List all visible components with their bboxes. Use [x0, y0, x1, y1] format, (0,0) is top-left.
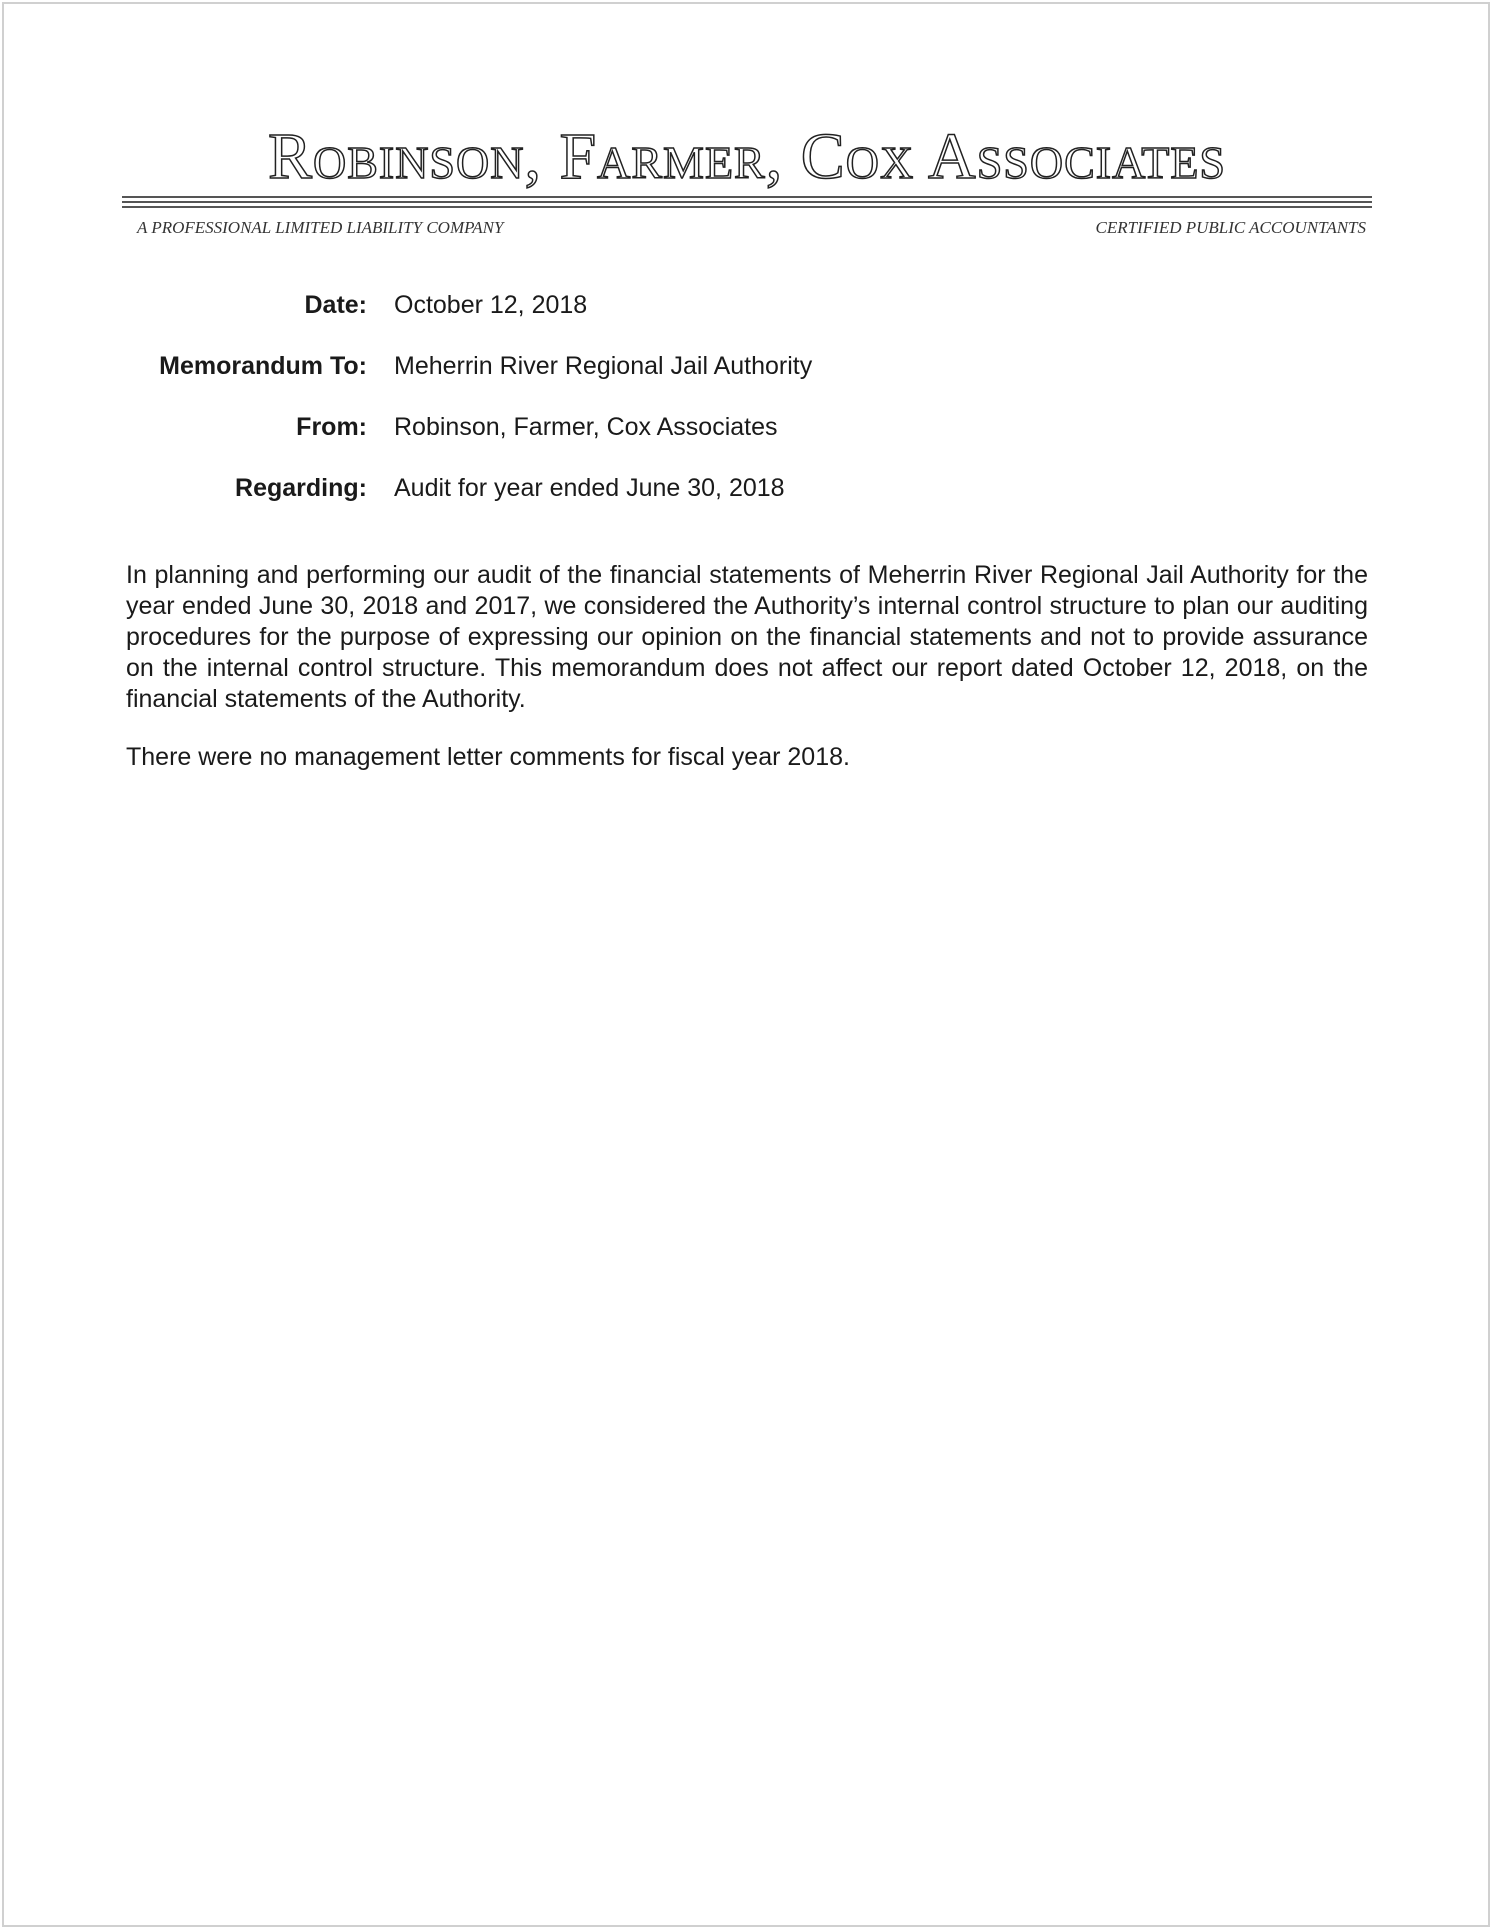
memo-regarding-label: Regarding:: [235, 474, 367, 502]
memo-to-label: Memorandum To:: [159, 352, 367, 380]
body-paragraph-2: There were no management letter comments for fiscal year 2018.: [126, 743, 850, 771]
memo-date-label: Date:: [304, 291, 367, 319]
memo-date-row: [0, 291, 1494, 327]
letterhead-rule-bottom: [122, 206, 1372, 208]
memo-from-value: Robinson, Farmer, Cox Associates: [394, 413, 778, 441]
tagline-profession: CERTIFIED PUBLIC ACCOUNTANTS: [1095, 218, 1366, 237]
memo-date-value: October 12, 2018: [394, 291, 588, 319]
memo-from-label: From:: [296, 413, 367, 441]
body-paragraph-1: In planning and performing our audit of the financial statements of Meherrin River Regional Jail Authority for the year ended June 30, 2018 and 2017, we considered the Authority’s internal control structure to plan our auditing procedures for the purpose of expressing our opinion on the financial statements and not to provide assurance on the internal control structure. This memorandum does not affect our report dated October 12, 2018, on the financial statements of the Authority.: [126, 561, 1368, 713]
letterhead-rule-middle: [122, 201, 1372, 203]
letterhead-rule-top: [122, 196, 1372, 198]
firm-name-heading: Robinson, Farmer, Cox Associates: [267, 120, 1227, 193]
memo-regarding-value: Audit for year ended June 30, 2018: [394, 474, 785, 502]
tagline-company-type: A PROFESSIONAL LIMITED LIABILITY COMPANY: [137, 218, 504, 237]
memo-regarding-row: [0, 474, 1494, 510]
memo-from-row: [0, 413, 1494, 449]
memo-to-row: [0, 352, 1494, 388]
memo-to-value: Meherrin River Regional Jail Authority: [394, 352, 813, 380]
